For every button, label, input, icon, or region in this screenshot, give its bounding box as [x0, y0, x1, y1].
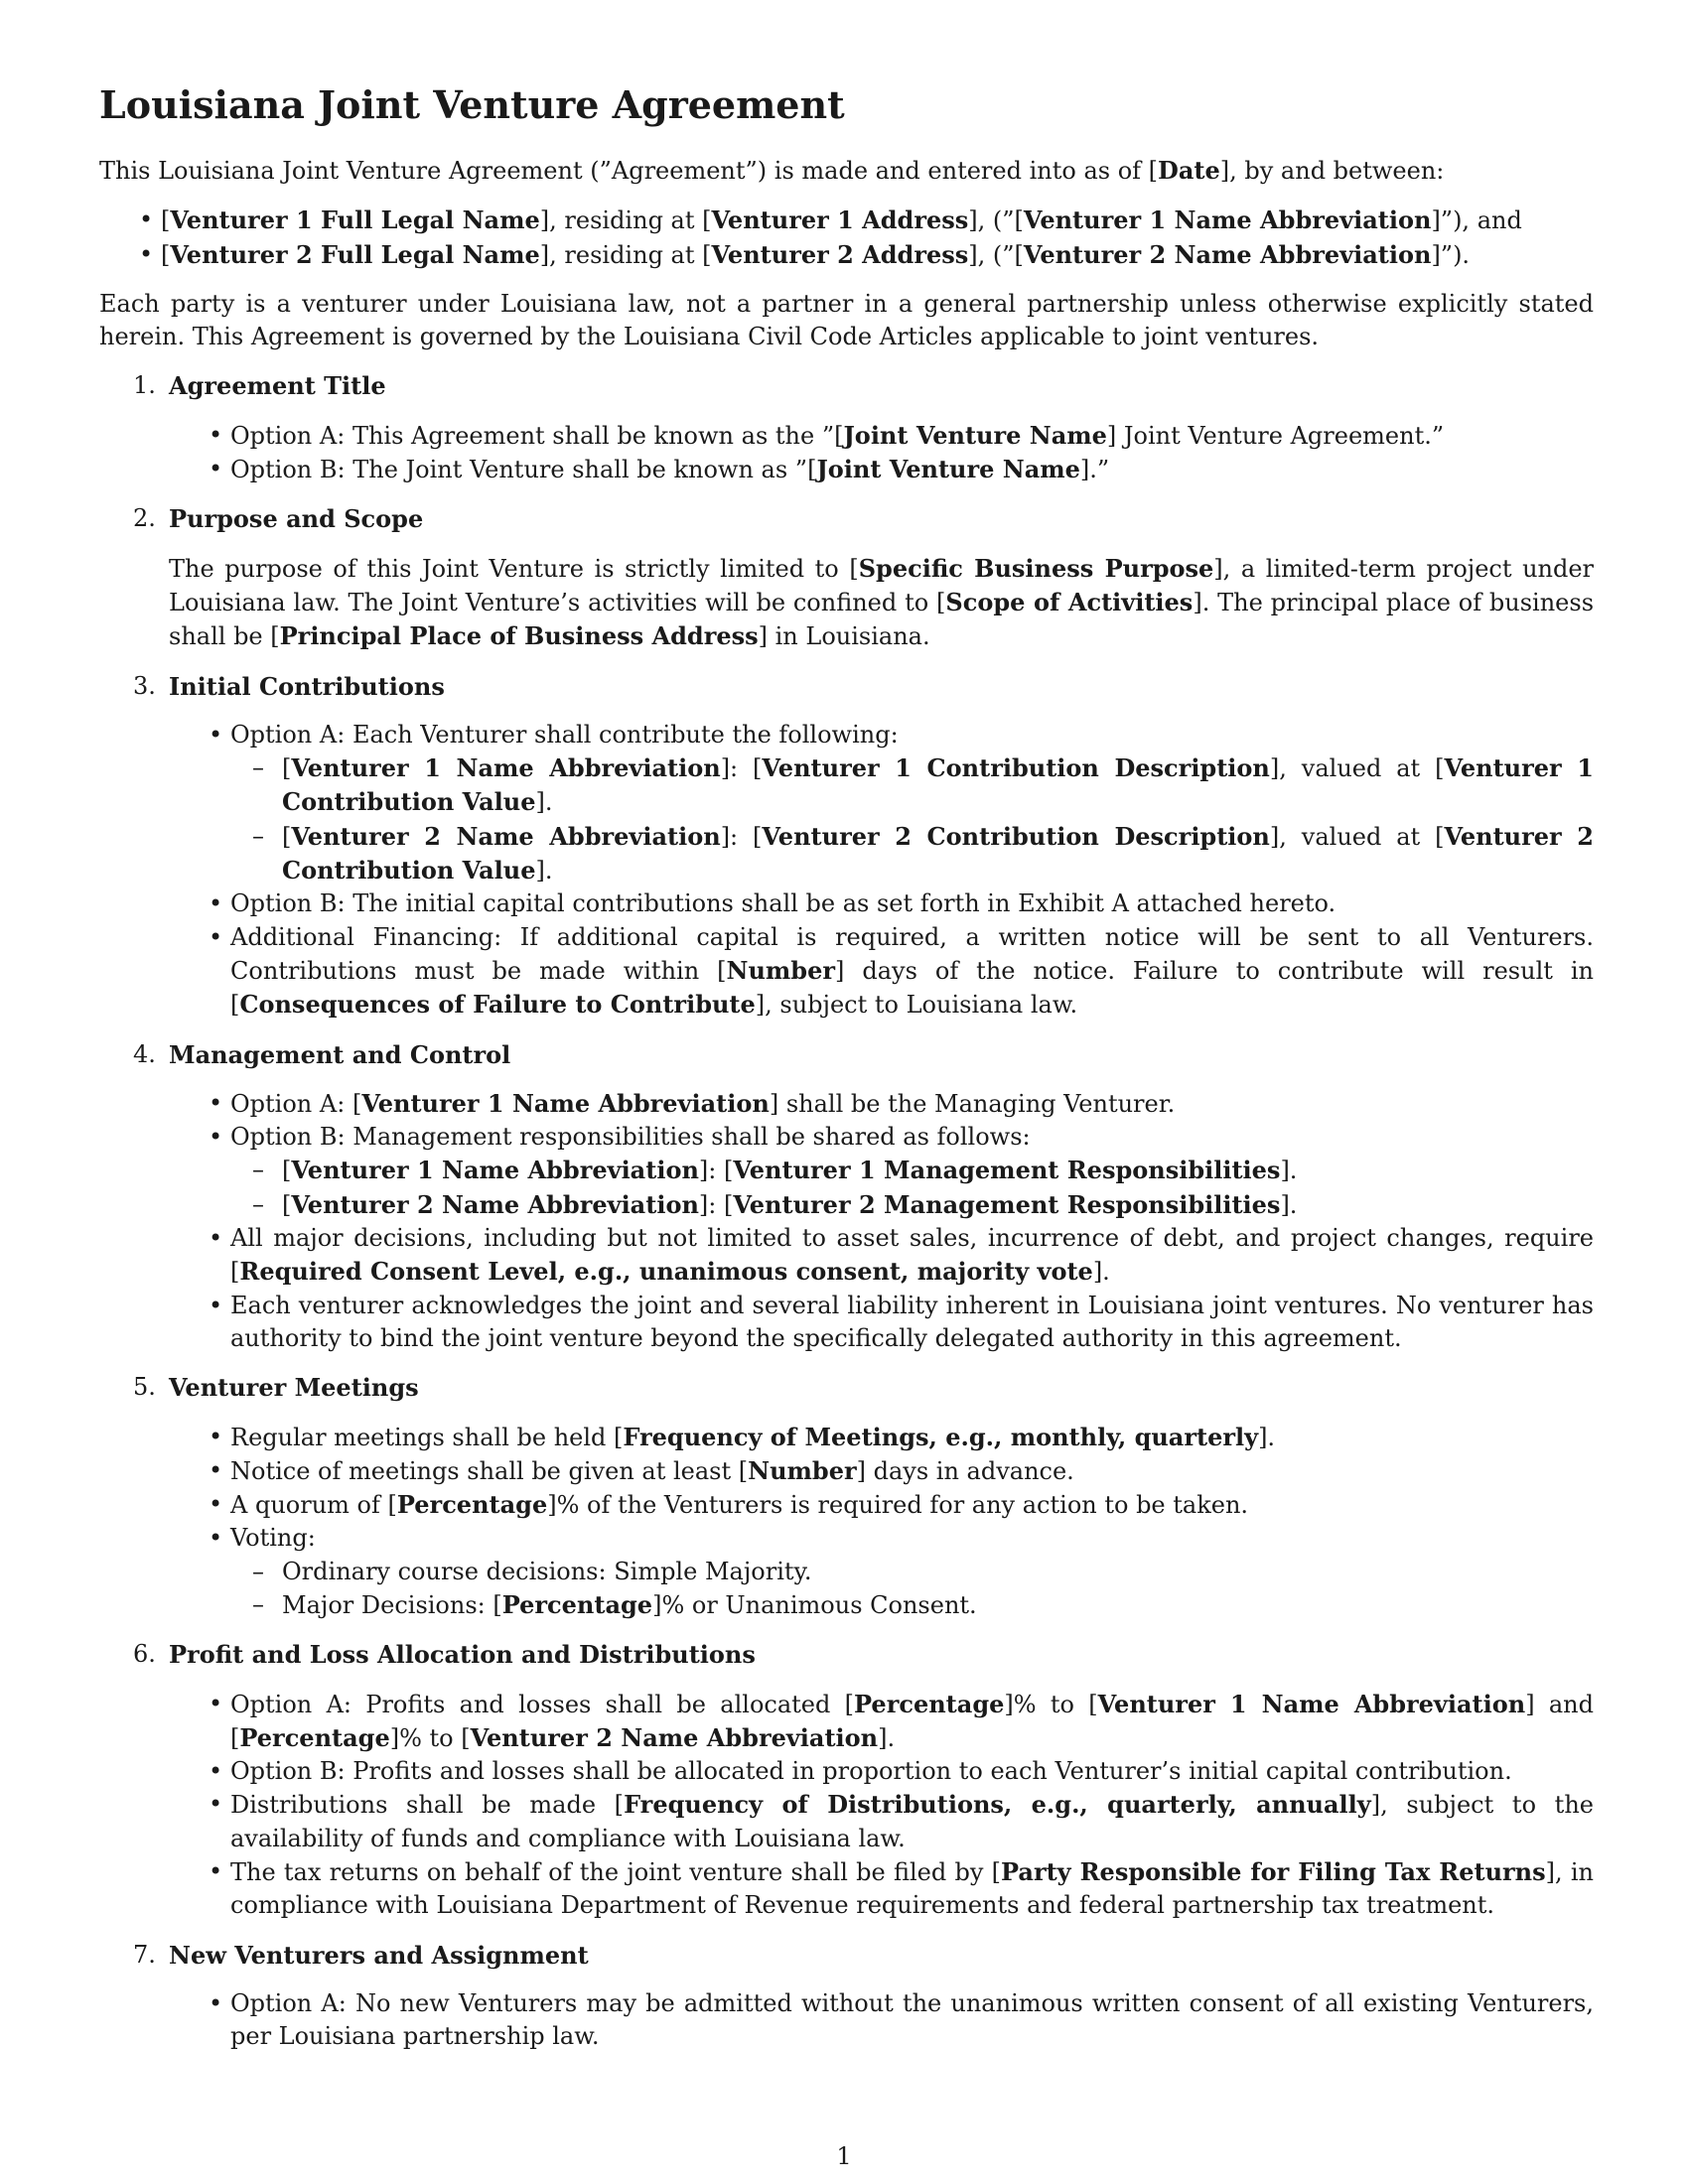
sections-list	[99, 369, 1594, 2053]
list-item: • Option B: The Joint Venture shall be known as ”[Joint Venture Name].”	[230, 453, 1594, 486]
list-item: • Option A: This Agreement shall be known as the ”[Joint Venture Name] Joint Venture Agreement.”	[230, 419, 1594, 453]
list-item: • The tax returns on behalf of the joint venture shall be filed by [Party Responsible for Filing Tax Returns], in compliance with Louisiana Department of Revenue requirements and federal partnership tax treatment.	[230, 1855, 1594, 1923]
list-item: • Option B: Profits and losses shall be allocated in proportion to each Venturer’s initial capital contribution.	[230, 1755, 1594, 1788]
party-2: • [Venturer 2 Full Legal Name], residing at [Venturer 2 Address], (”[Venturer 2 Name Abbreviation]”).	[161, 238, 1594, 272]
list-item: • Option B: The initial capital contributions shall be as set forth in Exhibit A attached hereto.	[230, 887, 1594, 920]
section-heading: Agreement Title	[169, 371, 386, 401]
purpose-paragraph: The purpose of this Joint Venture is strictly limited to [Specific Business Purpose], a limited-term project under Louisiana law. The Joint Venture’s activities will be confined to [Scope of Activities]. The principal place of business shall be [Principal Place of Business Address] in Louisiana.	[169, 553, 1595, 651]
list-item: – [Venturer 1 Name Abbreviation]: [Venturer 1 Management Responsibilities].	[282, 1154, 1594, 1187]
section-purpose-scope: 2. Purpose and Scope The purpose of this Joint Venture is strictly limited to [Specific Business Purpose], a limited-term project under Louisiana law. The Joint Venture’s activities will be confined to [Scope of Activities]. The principal place of business shall be [Principal Place of Business Address] in Louisiana.	[99, 502, 1594, 653]
list-item: • Option A: No new Venturers may be admitted without the unanimous written consent of all existing Venturers, per Louisiana partnership law.	[230, 1987, 1594, 2054]
list-item: • A quorum of [Percentage]% of the Venturers is required for any action to be taken.	[230, 1488, 1594, 1522]
section-management-control: 4. Management and Control • Option A: [Venturer 1 Name Abbreviation] shall be the Managing Venturer. • Option B: Management responsibilities shall be shared as follows: – [Venturer 1 Name Abbreviation]: [Venturer 1 Management Responsibilities]. – [Venturer 2 Name Abbreviation]: [Venturer 2 Management Responsibilities]. • All major decisions, including but not limited to asset sales, incurrence of debt, and project changes, require [Required Consent Level, e.g., unanimous consent, majority vote]. • Each venturer acknowledges the joint and several liability inherent in Louisiana joint ventures. No venturer has authority to bind the joint venture beyond the specifically delegated authority in this agreement.	[99, 1038, 1594, 1356]
list-item: • Option A: Each Venturer shall contribute the following: – [Venturer 1 Name Abbreviation]: [Venturer 1 Contribution Description], valued at [Venturer 1 Contribution Value]. – [Venturer 2 Name Abbreviation]: [Venturer 2 Contribution Description], valued at [Venturer 2 Contribution Value].	[230, 719, 1594, 887]
list-item: – Ordinary course decisions: Simple Majority.	[282, 1556, 1594, 1588]
party-1: • [Venturer 1 Full Legal Name], residing at [Venturer 1 Address], (”[Venturer 1 Name Abbreviation]”), and	[161, 204, 1594, 237]
document-body	[99, 81, 1594, 2070]
section-heading: Profit and Loss Allocation and Distributions	[169, 1640, 756, 1670]
list-item: • Regular meetings shall be held [Frequency of Meetings, e.g., monthly, quarterly].	[230, 1421, 1594, 1454]
section-venturer-meetings: 5. Venturer Meetings • Regular meetings shall be held [Frequency of Meetings, e.g., monthly, quarterly]. • Notice of meetings shall be given at least [Number] days in advance. • A quorum of [Percentage]% of the Venturers is required for any action to be taken. • Voting: – Ordinary course decisions: Simple Majority. – Major Decisions: [Percentage]% or Unanimous Consent.	[99, 1371, 1594, 1622]
list-item: – [Venturer 2 Name Abbreviation]: [Venturer 2 Management Responsibilities].	[282, 1188, 1594, 1222]
list-item: – [Venturer 2 Name Abbreviation]: [Venturer 2 Contribution Description], valued at [Venturer 2 Contribution Value].	[282, 820, 1594, 888]
page-number: 1	[836, 2142, 852, 2170]
list-item: • Voting: – Ordinary course decisions: Simple Majority. – Major Decisions: [Percentage]% or Unanimous Consent.	[230, 1522, 1594, 1622]
list-item: • Option A: [Venturer 1 Name Abbreviation] shall be the Managing Venturer.	[230, 1087, 1594, 1121]
list-item: • Notice of meetings shall be given at least [Number] days in advance.	[230, 1454, 1594, 1488]
date-placeholder: Date	[1158, 156, 1220, 185]
parties-list	[99, 204, 1594, 272]
section-heading: Initial Contributions	[169, 671, 445, 701]
list-item: • All major decisions, including but not limited to asset sales, incurrence of debt, and project changes, require [Required Consent Level, e.g., unanimous consent, majority vote].	[230, 1222, 1594, 1290]
list-item: • Option B: Management responsibilities shall be shared as follows: – [Venturer 1 Name Abbreviation]: [Venturer 1 Management Responsibilities]. – [Venturer 2 Name Abbreviation]: [Venturer 2 Management Responsibilities].	[230, 1121, 1594, 1222]
list-item: • Additional Financing: If additional capital is required, a written notice will be sent to all Venturers. Contributions must be made within [Number] days of the notice. Failure to contribute will result in [Consequences of Failure to Contribute], subject to Louisiana law.	[230, 921, 1594, 1023]
list-item: • Option A: Profits and losses shall be allocated [Percentage]% to [Venturer 1 Name Abbreviation] and [Percentage]% to [Venturer 2 Name Abbreviation].	[230, 1688, 1594, 1756]
list-item: – Major Decisions: [Percentage]% or Unanimous Consent.	[282, 1588, 1594, 1622]
list-item: • Each venturer acknowledges the joint and several liability inherent in Louisiana joint ventures. No venturer has authority to bind the joint venture beyond the specifically delegated authority in this agreement.	[230, 1290, 1594, 1356]
section-initial-contributions: 3. Initial Contributions • Option A: Each Venturer shall contribute the following: – [Venturer 1 Name Abbreviation]: [Venturer 1 Contribution Description], valued at [Venturer 1 Contribution Value]. – [Venturer 2 Name Abbreviation]: [Venturer 2 Contribution Description], valued at [Venturer 2 Contribution Value]. • Option B: The initial capital contributions shall be as set forth in Exhibit A attached hereto. • Additional Financing: If additional capital is required, a written notice will be sent to all Venturers. Contributions must be made within [Number] days of the notice. Failure to contribute will result in [Consequences of Failure to Contribute], subject to Louisiana law.	[99, 670, 1594, 1023]
section-heading: Venturer Meetings	[169, 1373, 419, 1403]
governing-paragraph: Each party is a venturer under Louisiana law, not a partner in a general partnership unless otherwise explicitly stated herein. This Agreement is governed by the Louisiana Civil Code Articles applicable to joint ventures.	[99, 289, 1594, 351]
section-heading: Purpose and Scope	[169, 504, 424, 534]
list-item: – [Venturer 1 Name Abbreviation]: [Venturer 1 Contribution Description], valued at [Venturer 1 Contribution Value].	[282, 751, 1594, 820]
section-new-venturers: 7. New Venturers and Assignment • Option A: No new Venturers may be admitted without the unanimous written consent of all existing Venturers, per Louisiana partnership law.	[99, 1939, 1594, 2054]
section-heading: New Venturers and Assignment	[169, 1940, 589, 1970]
section-heading: Management and Control	[169, 1039, 511, 1069]
list-item: • Distributions shall be made [Frequency of Distributions, e.g., quarterly, annually], subject to the availability of funds and compliance with Louisiana law.	[230, 1788, 1594, 1855]
document-title: Louisiana Joint Venture Agreement	[99, 82, 845, 127]
section-agreement-title: 1. Agreement Title • Option A: This Agreement shall be known as the ”[Joint Venture Name] Joint Venture Agreement.” • Option B: The Joint Venture shall be known as ”[Joint Venture Name].”	[99, 369, 1594, 486]
intro-paragraph: This Louisiana Joint Venture Agreement (”Agreement”) is made and entered into as of [Date], by and between:	[99, 156, 1445, 185]
section-profit-loss: 6. Profit and Loss Allocation and Distributions • Option A: Profits and losses shall be allocated [Percentage]% to [Venturer 1 Name Abbreviation] and [Percentage]% to [Venturer 2 Name Abbreviation]. • Option B: Profits and losses shall be allocated in proportion to each Venturer’s initial capital contribution. • Distributions shall be made [Frequency of Distributions, e.g., quarterly, annually], subject to the availability of funds and compliance with Louisiana law. • The tax returns on behalf of the joint venture shall be filed by [Party Responsible for Filing Tax Returns], in compliance with Louisiana Department of Revenue requirements and federal partnership tax treatment.	[99, 1638, 1594, 1922]
